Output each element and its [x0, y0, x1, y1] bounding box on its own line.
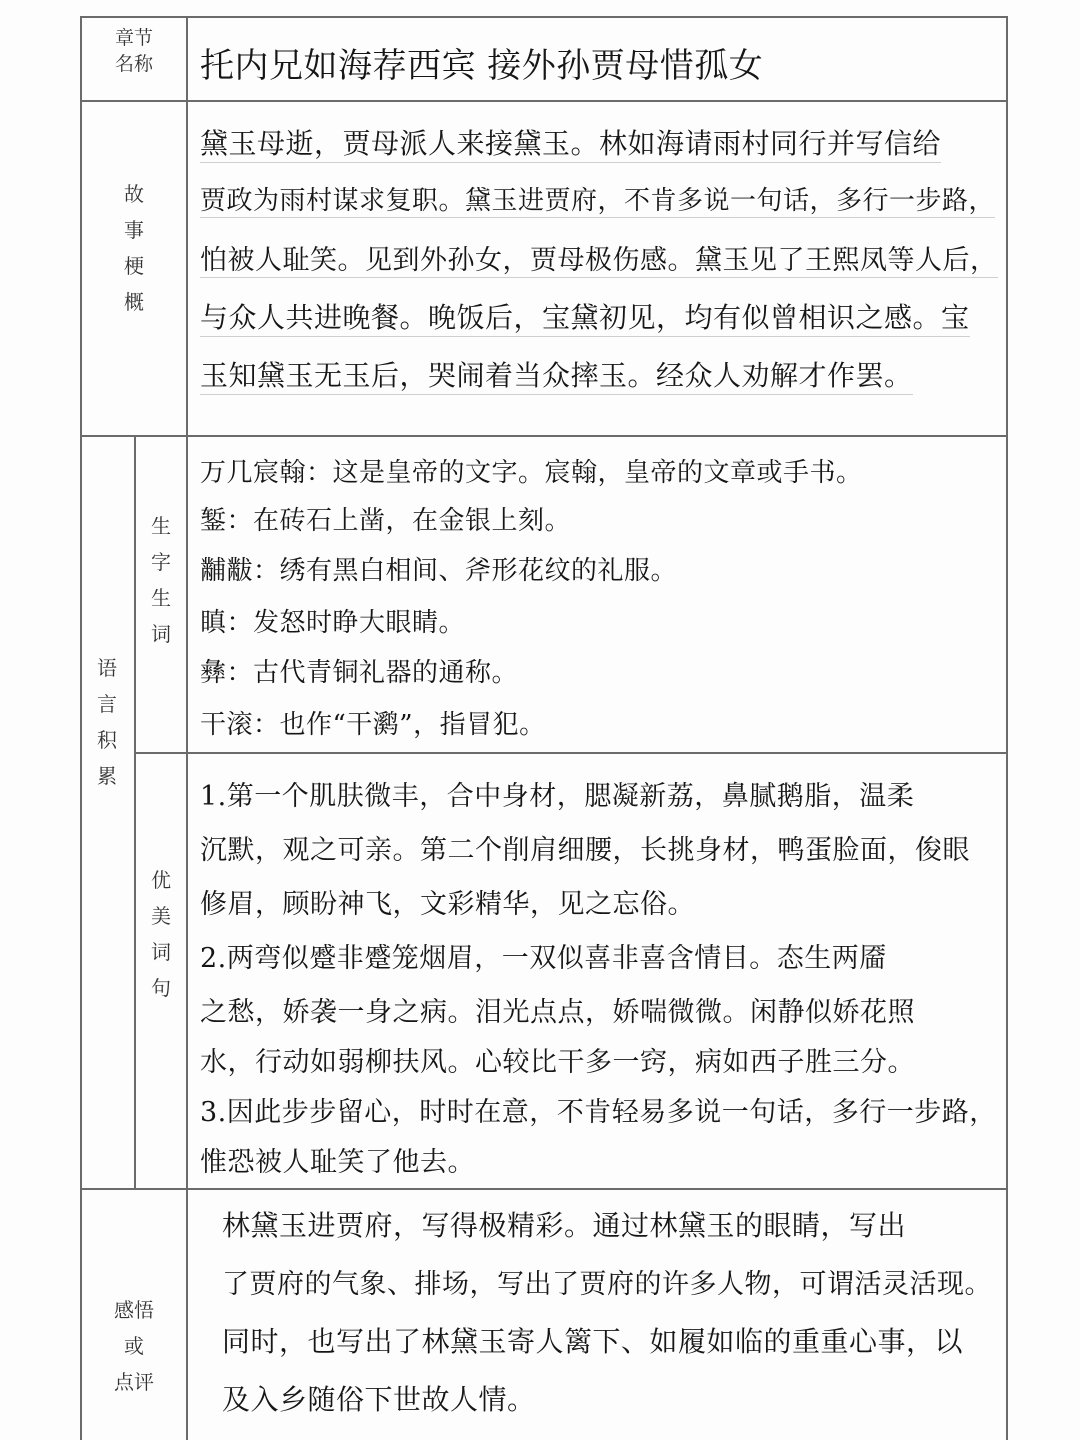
- vocab-line: 黼黻：绣有黑白相间、斧形花纹的礼服。: [200, 556, 678, 586]
- language-label-char: 累: [97, 764, 117, 788]
- vocab-line: 干滚：也作“干㶉”，指冒犯。: [200, 710, 546, 740]
- chapter-name-label-line2: 名称: [114, 52, 153, 75]
- phrases-label: [136, 862, 186, 1006]
- vocab-label-char: 生: [151, 586, 171, 610]
- reflection-label: [82, 1292, 186, 1400]
- phrase-line: 修眉，顾盼神飞，文彩精华，见之忘俗。: [200, 889, 695, 920]
- table-border-right: [1006, 16, 1008, 1440]
- language-label-char: 言: [97, 692, 117, 716]
- phrase-line: 3.因此步步留心，时时在意，不肯轻易多说一句话，多行一步路，: [200, 1097, 997, 1128]
- reflection-line: 林黛玉进贾府，写得极精彩。通过林黛玉的眼睛，写出: [222, 1209, 907, 1242]
- phrase-line: 惟恐被人耻笑了他去。: [200, 1147, 475, 1178]
- summary-label-char: 概: [124, 290, 144, 314]
- language-label: [80, 650, 134, 794]
- summary-label-char: 故: [124, 182, 144, 206]
- vocab-label-char: 字: [151, 550, 171, 574]
- table-border-top: [80, 16, 1008, 18]
- vocab-label-char: 生: [151, 514, 171, 538]
- reflection-label-line: 或: [124, 1334, 144, 1358]
- reflection-label-line: 感悟: [114, 1298, 154, 1322]
- table-border-row1: [80, 100, 1008, 102]
- chapter-title: 托内兄如海荐西宾 接外孙贾母惜孤女: [200, 46, 764, 86]
- summary-line: 贾政为雨村谋求复职。黛玉进贾府，不肯多说一句话，多行一步路，: [200, 180, 995, 218]
- summary-label: [82, 176, 186, 320]
- phrase-line: 2.两弯似蹙非蹙笼烟眉，一双似喜非喜含情目。态生两靥: [200, 943, 887, 974]
- chapter-name-label: [82, 26, 186, 77]
- table-border-row3: [80, 1188, 1008, 1190]
- vocab-label-char: 词: [151, 622, 171, 646]
- vocab-line: 彝：古代青铜礼器的通称。: [200, 658, 519, 688]
- phrase-line: 沉默，观之可亲。第二个削肩细腰，长挑身材，鸭蛋脸面，俊眼: [200, 835, 970, 866]
- reflection-line: 同时，也写出了林黛玉寄人篱下、如履如临的重重心事，以: [222, 1325, 964, 1358]
- reflection-line: 了贾府的气象、排场，写出了贾府的许多人物，可谓活灵活现。: [222, 1269, 992, 1300]
- phrase-line: 1.第一个肌肤微丰，合中身材，腮凝新荔，鼻腻鹅脂，温柔: [200, 781, 915, 812]
- table-border-subrow: [134, 752, 1008, 754]
- table-border-row2: [80, 435, 1008, 437]
- summary-line: 黛玉母逝，贾母派人来接黛玉。林如海请雨村同行并写信给: [200, 122, 941, 163]
- language-label-char: 语: [97, 656, 117, 680]
- language-label-char: 积: [97, 728, 117, 752]
- phrases-label-char: 美: [151, 904, 171, 928]
- vocab-line: 瞋：发怒时睁大眼睛。: [200, 608, 466, 638]
- chapter-name-label-line1: 章节: [114, 27, 153, 49]
- table-border-label-col: [186, 16, 188, 1440]
- summary-line: 怕被人耻笑。见到外孙女，贾母极伤感。黛玉见了王熙凤等人后，: [200, 238, 998, 278]
- vocab-label: [136, 508, 186, 652]
- phrases-label-char: 句: [151, 976, 171, 1000]
- reflection-line: 及入乡随俗下世故人情。: [222, 1383, 536, 1416]
- summary-label-char: 事: [124, 218, 144, 242]
- vocab-line: 錾：在砖石上凿，在金银上刻。: [200, 506, 572, 536]
- vocab-line: 万几宸翰：这是皇帝的文字。宸翰，皇帝的文章或手书。: [200, 458, 863, 488]
- summary-line: 玉知黛玉无玉后，哭闹着当众摔玉。经众人劝解才作罢。: [200, 354, 913, 395]
- phrases-label-char: 优: [151, 868, 171, 892]
- phrase-line: 之愁，娇袭一身之病。泪光点点，娇喘微微。闲静似娇花照: [200, 997, 915, 1028]
- summary-line: 与众人共进晚餐。晚饭后，宝黛初见，均有似曾相识之感。宝: [200, 296, 970, 337]
- reflection-label-line: 点评: [114, 1370, 154, 1394]
- summary-label-char: 梗: [124, 254, 144, 278]
- phrases-label-char: 词: [151, 940, 171, 964]
- phrase-line: 水，行动如弱柳扶风。心较比干多一窍，病如西子胜三分。: [200, 1047, 915, 1078]
